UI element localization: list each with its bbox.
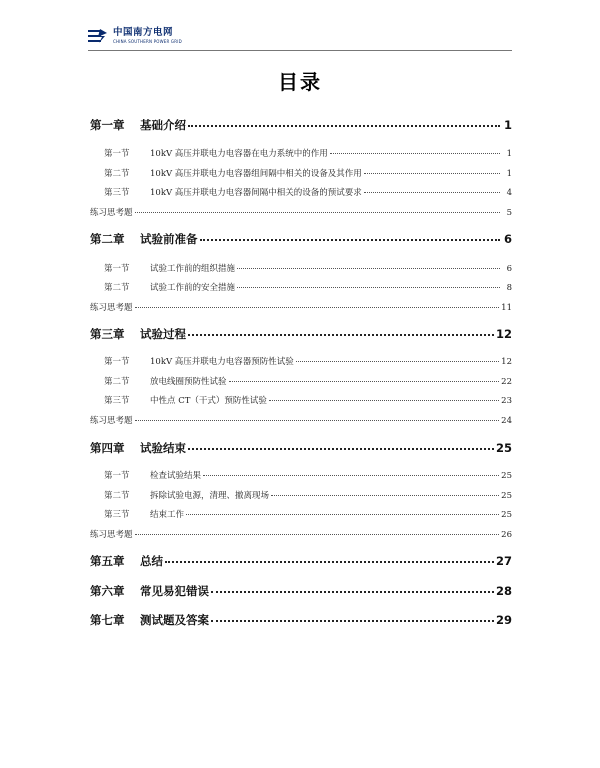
toc-entry-title: 10kV 高压并联电力电容器在电力系统中的作用 bbox=[150, 149, 328, 159]
toc-dot-leader bbox=[330, 143, 500, 154]
toc-entry-number: 第一节 bbox=[104, 149, 130, 159]
toc-entry-number: 第三章 bbox=[90, 327, 125, 341]
toc-entry-number: 第二章 bbox=[90, 232, 125, 246]
toc-dot-leader bbox=[229, 371, 500, 382]
page-title: 目录 bbox=[278, 70, 322, 94]
toc-entry-title: 结束工作 bbox=[150, 510, 185, 520]
toc-dot-leader bbox=[203, 465, 499, 476]
toc-page-number: 12 bbox=[501, 357, 512, 367]
toc-entry-exercise[interactable] bbox=[90, 299, 512, 313]
toc-entry-number: 第一节 bbox=[104, 264, 130, 274]
toc-dot-leader bbox=[237, 258, 500, 269]
toc-entry-title: 练习思考题 bbox=[90, 416, 133, 426]
toc-entry-number: 第二节 bbox=[104, 169, 130, 179]
toc-page-number: 25 bbox=[495, 441, 512, 455]
toc-entry-exercise[interactable] bbox=[90, 526, 512, 540]
toc-page-number: 5 bbox=[506, 208, 512, 218]
toc-entry-number: 第五章 bbox=[90, 554, 125, 568]
toc-page-number: 11 bbox=[501, 303, 512, 313]
toc-dot-leader bbox=[200, 229, 501, 241]
toc-dot-leader bbox=[186, 504, 499, 515]
toc-entry-chapter[interactable] bbox=[90, 553, 512, 569]
toc-entry-chapter[interactable] bbox=[90, 231, 512, 247]
toc-entry-title: 放电线圈预防性试验 bbox=[150, 377, 227, 387]
toc-dot-leader bbox=[165, 551, 494, 563]
toc-entry-section[interactable] bbox=[90, 279, 512, 293]
toc-dot-leader bbox=[135, 297, 500, 308]
toc-entry-number: 第一章 bbox=[90, 118, 125, 132]
toc-entry-number: 第七章 bbox=[90, 613, 125, 627]
toc-entry-number: 第二节 bbox=[104, 491, 130, 501]
toc-entry-number: 第四章 bbox=[90, 441, 125, 455]
toc-page-number: 26 bbox=[501, 530, 512, 540]
toc-entry-number: 第二节 bbox=[104, 377, 130, 387]
toc-entry-title: 总结 bbox=[140, 554, 163, 568]
toc-dot-leader bbox=[135, 410, 500, 421]
toc-page-number: 23 bbox=[501, 396, 512, 406]
toc-entry-section[interactable] bbox=[90, 260, 512, 274]
company-logo bbox=[88, 28, 182, 44]
toc-entry-number: 第一节 bbox=[104, 357, 130, 367]
toc-entry-title: 练习思考题 bbox=[90, 208, 133, 218]
toc-entry-title: 练习思考题 bbox=[90, 530, 133, 540]
toc-entry-number: 第六章 bbox=[90, 584, 125, 598]
toc-entry-chapter[interactable] bbox=[90, 117, 512, 133]
toc-page-number: 6 bbox=[503, 232, 512, 246]
toc-page-number: 28 bbox=[495, 584, 512, 598]
toc-entry-title: 试验过程 bbox=[140, 327, 186, 341]
toc-entry-title: 测试题及答案 bbox=[140, 613, 209, 627]
toc-dot-leader bbox=[188, 324, 494, 336]
toc-page-number: 4 bbox=[506, 188, 512, 198]
toc-page-number: 29 bbox=[495, 613, 512, 627]
toc-entry-section[interactable] bbox=[90, 487, 512, 501]
toc-entry-chapter[interactable] bbox=[90, 583, 512, 599]
toc-entry-exercise[interactable] bbox=[90, 204, 512, 218]
toc-dot-leader bbox=[271, 485, 499, 496]
toc-entry-section[interactable] bbox=[90, 506, 512, 520]
toc-page-number: 25 bbox=[501, 510, 512, 520]
toc-entry-title: 试验工作前的组织措施 bbox=[150, 264, 236, 274]
toc-page-number: 6 bbox=[506, 264, 512, 274]
toc-entry-title: 试验结束 bbox=[140, 441, 186, 455]
toc-page-number: 8 bbox=[506, 283, 512, 293]
logo-english-name: CHINA SOUTHERN POWER GRID bbox=[113, 38, 182, 44]
toc-entry-number: 第三节 bbox=[104, 188, 130, 198]
toc-entry-section[interactable] bbox=[90, 467, 512, 481]
toc-dot-leader bbox=[211, 610, 494, 622]
toc-entry-title: 10kV 高压并联电力电容器预防性试验 bbox=[150, 357, 294, 367]
toc-entry-number: 第三节 bbox=[104, 396, 130, 406]
toc-entry-section[interactable] bbox=[90, 373, 512, 387]
toc-entry-chapter[interactable] bbox=[90, 612, 512, 628]
toc-entry-chapter[interactable] bbox=[90, 440, 512, 456]
toc-entry-title: 练习思考题 bbox=[90, 303, 133, 313]
toc-entry-section[interactable] bbox=[90, 353, 512, 367]
toc-dot-leader bbox=[269, 390, 499, 401]
logo-chinese-name: 中国南方电网 bbox=[113, 27, 174, 38]
toc-entry-title: 试验工作前的安全措施 bbox=[150, 283, 236, 293]
toc-entry-title: 试验前准备 bbox=[140, 232, 198, 246]
toc-entry-chapter[interactable] bbox=[90, 326, 512, 342]
toc-entry-title: 常见易犯错误 bbox=[140, 584, 209, 598]
toc-page-number: 22 bbox=[501, 377, 512, 387]
toc-entry-title: 10kV 高压并联电力电容器组间隔中相关的设备及其作用 bbox=[150, 169, 362, 179]
toc-entry-title: 拆除试验电源，清理、撤离现场 bbox=[150, 491, 270, 501]
toc-dot-leader bbox=[364, 163, 500, 174]
toc-page-number: 25 bbox=[501, 491, 512, 501]
power-grid-logo-icon bbox=[88, 29, 108, 43]
toc-entry-number: 第二节 bbox=[104, 283, 130, 293]
toc-entry-number: 第三节 bbox=[104, 510, 130, 520]
toc-entry-number: 第一节 bbox=[104, 471, 130, 481]
toc-entry-section[interactable] bbox=[90, 392, 512, 406]
toc-page-number: 27 bbox=[495, 554, 512, 568]
toc-entry-title: 基础介绍 bbox=[140, 118, 186, 132]
toc-page-number: 1 bbox=[506, 149, 512, 159]
page-header bbox=[88, 28, 512, 58]
toc-dot-leader bbox=[135, 202, 500, 213]
toc-dot-leader bbox=[237, 277, 500, 288]
toc-dot-leader bbox=[364, 182, 500, 193]
toc-dot-leader bbox=[188, 115, 500, 127]
toc-page-number: 1 bbox=[506, 169, 512, 179]
toc-dot-leader bbox=[135, 524, 500, 535]
header-divider bbox=[88, 50, 512, 51]
toc-entry-title: 中性点 CT（干式）预防性试验 bbox=[150, 396, 267, 406]
toc-dot-leader bbox=[211, 581, 494, 593]
toc-page-number: 24 bbox=[501, 416, 512, 426]
toc-dot-leader bbox=[188, 438, 494, 450]
toc-page-number: 25 bbox=[501, 471, 512, 481]
toc-entry-section[interactable] bbox=[90, 184, 512, 198]
toc-entry-title: 10kV 高压并联电力电容器间隔中相关的设备的预试要求 bbox=[150, 188, 362, 198]
toc-page-number: 1 bbox=[503, 118, 512, 132]
toc-dot-leader bbox=[296, 351, 499, 362]
toc-entry-exercise[interactable] bbox=[90, 412, 512, 426]
toc-entry-title: 检查试验结果 bbox=[150, 471, 202, 481]
toc-page-number: 12 bbox=[495, 327, 512, 341]
toc-entry-section[interactable] bbox=[90, 145, 512, 159]
toc-entry-section[interactable] bbox=[90, 165, 512, 179]
